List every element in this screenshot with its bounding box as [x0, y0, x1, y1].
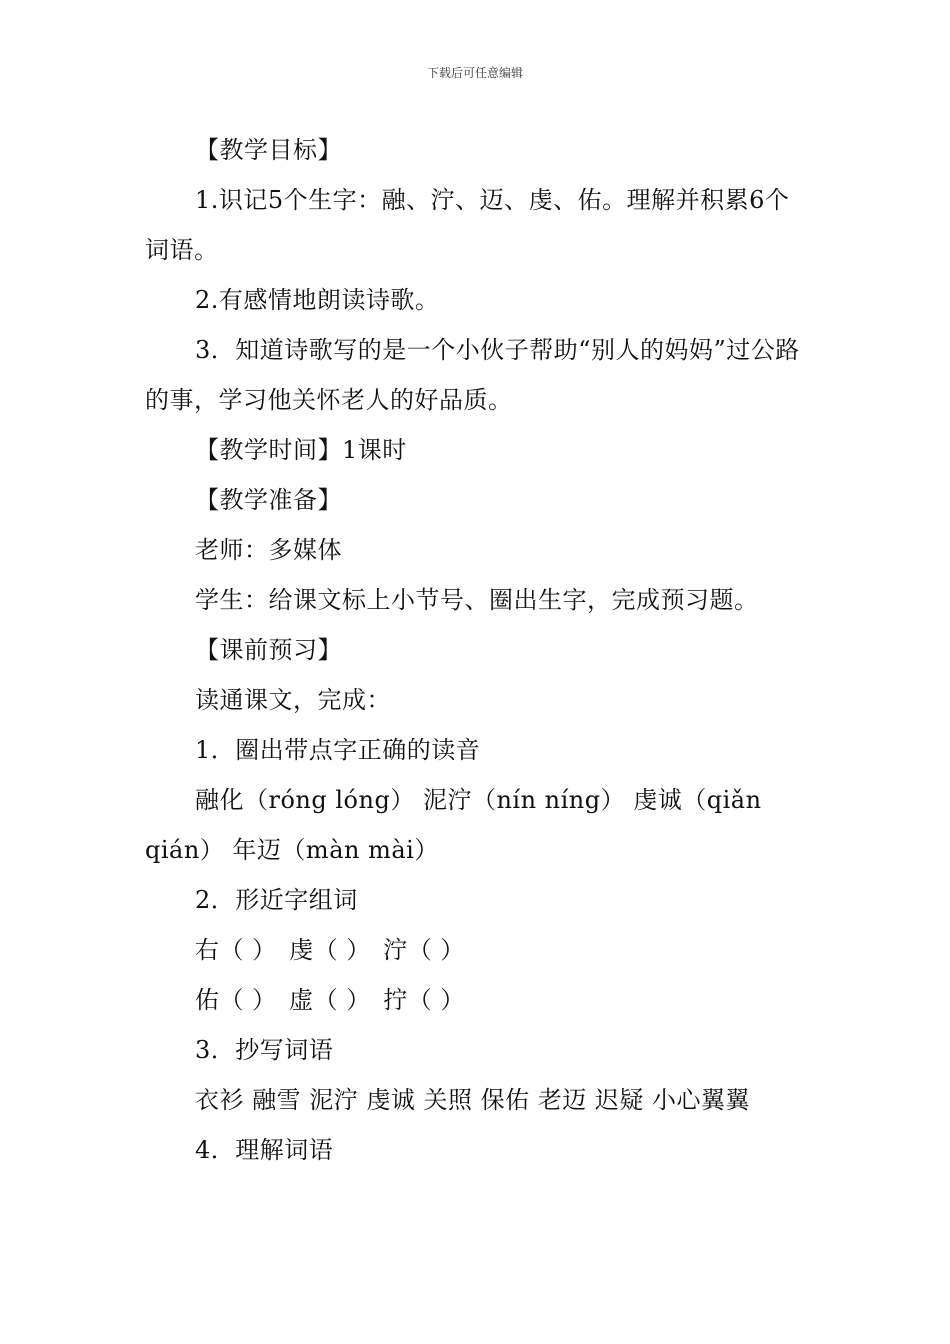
page-header: 下载后可任意编辑 [426, 66, 523, 80]
task-1-title: 1．圈出带点字正确的读音 [195, 736, 481, 764]
task-2-row-2: 佑（ ） 虚（ ） 拧（ ） [195, 986, 465, 1014]
goal-heading: 【教学目标】 [195, 136, 342, 164]
goal-item-3: 3．知道诗歌写的是一个小伙子帮助“别人的妈妈”过公路的事，学习他关怀老人的好品质。 [145, 336, 800, 414]
preview-heading: 【课前预习】 [195, 636, 342, 664]
task-1-items: 融化（róng lóng） 泥泞（nín níng） 虔诚（qiǎn qián） 年迈（màn mài） [145, 786, 762, 864]
goal-item-1: 1.识记5个生字：融、泞、迈、虔、佑。理解并积累6个词语。 [145, 186, 790, 264]
preview-intro: 读通课文，完成： [195, 686, 391, 714]
prep-heading: 【教学准备】 [195, 486, 342, 514]
task-3-title: 3．抄写词语 [195, 1036, 334, 1064]
document-body [145, 125, 807, 1175]
task-2-title: 2．形近字组词 [195, 886, 358, 914]
prep-teacher: 老师：多媒体 [195, 536, 342, 564]
task-4-title: 4．理解词语 [195, 1136, 334, 1164]
time-heading: 【教学时间】1课时 [195, 436, 407, 464]
goal-item-2: 2.有感情地朗读诗歌。 [195, 286, 440, 314]
prep-student: 学生：给课文标上小节号、圈出生字，完成预习题。 [195, 586, 759, 614]
task-3-words: 衣衫 融雪 泥泞 虔诚 关照 保佑 老迈 迟疑 小心翼翼 [195, 1086, 751, 1114]
task-2-row-1: 右（ ） 虔（ ） 泞（ ） [195, 936, 465, 964]
